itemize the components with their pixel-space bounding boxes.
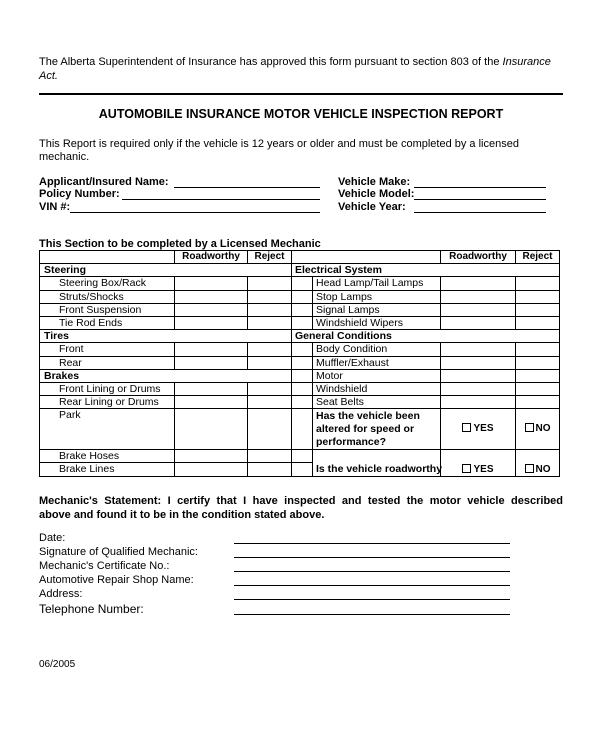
vehicle-year-field[interactable] — [414, 212, 546, 213]
check-cell[interactable] — [175, 290, 248, 303]
check-cell[interactable] — [175, 409, 248, 450]
check-cell[interactable] — [441, 356, 516, 369]
check-cell[interactable] — [175, 356, 248, 369]
check-cell[interactable] — [441, 396, 516, 409]
mechanic-statement — [39, 494, 563, 522]
check-cell[interactable] — [248, 277, 292, 290]
check-cell[interactable] — [248, 356, 292, 369]
item-signal-lamps: Signal Lamps — [313, 303, 441, 316]
altered-yes-checkbox[interactable] — [462, 423, 471, 432]
roadworthy-yes-checkbox[interactable] — [462, 464, 471, 473]
check-cell[interactable] — [248, 409, 292, 450]
vehicle-model-label: Vehicle Model: — [338, 188, 415, 200]
page-title: AUTOMOBILE INSURANCE MOTOR VEHICLE INSPECTION REPORT — [98, 107, 504, 121]
category-steering: Steering — [40, 264, 292, 277]
table-row — [40, 396, 560, 409]
item-park: Park — [40, 409, 175, 450]
check-cell[interactable] — [248, 450, 292, 463]
roadworthy-yes-cell — [441, 450, 516, 476]
section-heading: This Section to be completed by a Licensed Mechanic — [39, 238, 321, 250]
check-cell[interactable] — [248, 316, 292, 329]
category-brakes: Brakes — [40, 369, 292, 382]
check-cell[interactable] — [248, 343, 292, 356]
certificate-field[interactable] — [234, 571, 510, 572]
table-row — [40, 450, 560, 463]
item-body: Body Condition — [313, 343, 441, 356]
table-row — [40, 356, 560, 369]
check-cell[interactable] — [441, 316, 516, 329]
altered-yes-label: YES — [473, 423, 494, 435]
form-code: 06/2005 — [39, 659, 76, 670]
check-cell[interactable] — [516, 290, 560, 303]
check-cell[interactable] — [516, 382, 560, 395]
roadworthy-question: Is the vehicle roadworthy — [313, 450, 441, 476]
approval-notice — [39, 55, 564, 83]
altered-no-checkbox[interactable] — [525, 423, 534, 432]
date-label: Date: — [39, 532, 66, 544]
category-electrical: Electrical System — [292, 264, 560, 277]
table-row — [40, 290, 560, 303]
vin-field[interactable] — [70, 212, 320, 213]
table-row — [40, 409, 560, 450]
header-rule — [39, 93, 563, 95]
telephone-label: Telephone Number: — [39, 602, 144, 616]
check-cell[interactable] — [516, 277, 560, 290]
altered-yes-cell — [441, 409, 516, 450]
item-steering-box: Steering Box/Rack — [40, 277, 175, 290]
check-cell[interactable] — [175, 450, 248, 463]
altered-no-cell — [516, 409, 560, 450]
item-windshield: Windshield — [313, 382, 441, 395]
table-row — [40, 343, 560, 356]
table-row — [40, 303, 560, 316]
table-row — [40, 330, 560, 343]
policy-number-label: Policy Number: — [39, 188, 120, 200]
vehicle-make-field[interactable] — [414, 187, 546, 188]
intro-text — [39, 138, 563, 164]
check-cell[interactable] — [516, 369, 560, 382]
check-cell[interactable] — [516, 316, 560, 329]
check-cell[interactable] — [175, 463, 248, 476]
check-cell[interactable] — [248, 382, 292, 395]
certificate-label: Mechanic's Certificate No.: — [39, 560, 170, 572]
col-roadworthy-left: Roadworthy — [175, 251, 248, 264]
signature-label: Signature of Qualified Mechanic: — [39, 546, 198, 558]
altered-no-label: NO — [535, 423, 551, 435]
vehicle-make-label: Vehicle Make: — [338, 176, 411, 188]
category-general: General Conditions — [292, 330, 560, 343]
signature-field[interactable] — [234, 557, 510, 558]
shop-field[interactable] — [234, 585, 510, 586]
check-cell[interactable] — [248, 396, 292, 409]
telephone-field[interactable] — [234, 614, 510, 615]
check-cell[interactable] — [441, 277, 516, 290]
roadworthy-yes-label: YES — [473, 463, 494, 475]
roadworthy-no-cell — [516, 450, 560, 476]
item-muffler: Muffler/Exhaust — [313, 356, 441, 369]
check-cell[interactable] — [175, 396, 248, 409]
vehicle-model-field[interactable] — [414, 199, 546, 200]
item-front-lining: Front Lining or Drums — [40, 382, 175, 395]
check-cell[interactable] — [441, 382, 516, 395]
intro-line-2: mechanic. — [39, 151, 90, 163]
roadworthy-no-checkbox[interactable] — [525, 464, 534, 473]
insured-name-label: Applicant/Insured Name: — [39, 176, 169, 188]
check-cell[interactable] — [516, 303, 560, 316]
table-row — [40, 264, 560, 277]
item-rear-lining: Rear Lining or Drums — [40, 396, 175, 409]
table-row — [40, 369, 560, 382]
item-head-lamp: Head Lamp/Tail Lamps — [313, 277, 441, 290]
item-front: Front — [40, 343, 175, 356]
item-front-suspension: Front Suspension — [40, 303, 175, 316]
table-row — [40, 382, 560, 395]
check-cell[interactable] — [516, 396, 560, 409]
check-cell[interactable] — [441, 303, 516, 316]
vin-label: VIN #: — [39, 201, 71, 213]
intro-line-1: This Report is required only if the vehicle is 12 years or older and must be completed by a licensed — [39, 138, 519, 150]
item-rear: Rear — [40, 356, 175, 369]
policy-number-field[interactable] — [122, 199, 320, 200]
check-cell[interactable] — [516, 356, 560, 369]
col-reject-right: Reject — [516, 251, 560, 264]
statement-line-1: Mechanic's Statement: I certify that I have inspected and tested the motor vehicle described — [39, 495, 563, 507]
check-cell[interactable] — [516, 343, 560, 356]
approval-italic: Insurance — [502, 56, 551, 68]
statement-line-2: above and found it to be in the condition stated above. — [39, 509, 325, 521]
table-row — [40, 316, 560, 329]
item-wipers: Windshield Wipers — [313, 316, 441, 329]
check-cell[interactable] — [175, 303, 248, 316]
item-brake-hoses: Brake Hoses — [40, 450, 175, 463]
col-roadworthy-right: Roadworthy — [441, 251, 516, 264]
col-reject-left: Reject — [248, 251, 292, 264]
category-tires: Tires — [40, 330, 292, 343]
table-header-row — [40, 251, 560, 264]
check-cell[interactable] — [175, 382, 248, 395]
check-cell[interactable] — [175, 343, 248, 356]
check-cell[interactable] — [441, 343, 516, 356]
date-field[interactable] — [234, 543, 510, 544]
altered-question: Has the vehicle been altered for speed or performance? — [313, 409, 441, 450]
approval-italic-act: Act. — [39, 70, 58, 82]
approval-text: The Alberta Superintendent of Insurance has approved this form pursuant to section 803 of the — [39, 56, 500, 68]
item-stop-lamps: Stop Lamps — [313, 290, 441, 303]
roadworthy-no-label: NO — [535, 463, 551, 475]
shop-label: Automotive Repair Shop Name: — [39, 574, 194, 586]
table-row — [40, 277, 560, 290]
item-struts: Struts/Shocks — [40, 290, 175, 303]
check-cell[interactable] — [175, 316, 248, 329]
check-cell[interactable] — [441, 369, 516, 382]
item-tie-rod: Tie Rod Ends — [40, 316, 175, 329]
item-seat-belts: Seat Belts — [313, 396, 441, 409]
check-cell[interactable] — [248, 463, 292, 476]
check-cell[interactable] — [248, 303, 292, 316]
check-cell[interactable] — [175, 277, 248, 290]
address-label: Address: — [39, 588, 83, 600]
insured-name-field[interactable] — [174, 187, 320, 188]
inspection-table — [39, 250, 560, 477]
check-cell[interactable] — [441, 290, 516, 303]
item-brake-lines: Brake Lines — [40, 463, 175, 476]
check-cell[interactable] — [248, 290, 292, 303]
item-motor: Motor — [313, 369, 441, 382]
address-field[interactable] — [234, 599, 510, 600]
vehicle-year-label: Vehicle Year: — [338, 201, 406, 213]
